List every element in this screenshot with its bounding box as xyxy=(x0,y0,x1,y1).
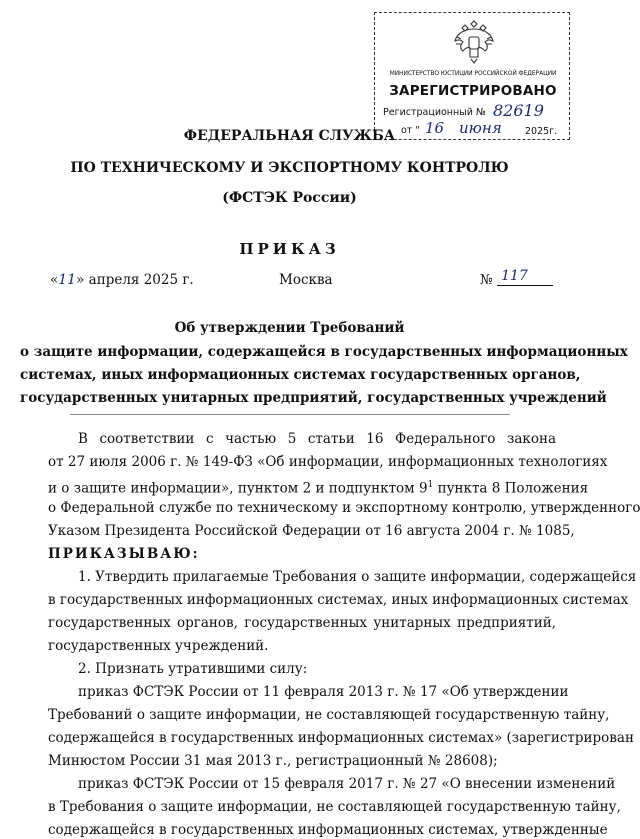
subject-line-3: системах, иных информационных системах государственных органов, xyxy=(20,367,581,383)
body-line: 2. Признать утратившими силу: xyxy=(78,661,308,677)
number-handwritten: 117 xyxy=(501,268,528,284)
body-line: В соответствии с частью 5 статьи 16 Федерального закона xyxy=(78,431,556,447)
date-prefix: « xyxy=(50,272,59,288)
body-line: в Требования о защите информации, не составляющей государственную тайну, xyxy=(48,799,621,815)
body-line: в государственных информационных системах, иных информационных системах xyxy=(48,592,629,608)
stamp-registered: ЗАРЕГИСТРИРОВАНО xyxy=(389,83,557,99)
body-line: Указом Президента Российской Федерации от 16 августа 2004 г. № 1085, xyxy=(48,523,575,539)
order-date xyxy=(50,272,194,288)
body-line: содержащейся в государственных информационных системах, утвержденные xyxy=(48,822,608,838)
stamp-day: 16 xyxy=(425,119,445,137)
date-rest: » апреля 2025 г. xyxy=(76,272,194,288)
body-line: государственных органов, государственных унитарных предприятий, xyxy=(48,615,556,631)
body-directive: ПРИКАЗЫВАЮ: xyxy=(48,546,200,562)
stamp-month: июня xyxy=(459,119,502,137)
date-day-handwritten: 11 xyxy=(58,272,77,288)
body-line: приказ ФСТЭК России от 15 февраля 2017 г. № 27 «О внесении изменений xyxy=(78,776,616,792)
body-line: Минюстом России 31 мая 2013 г., регистрационный № 28608); xyxy=(48,753,498,769)
body-line: 1. Утвердить прилагаемые Требования о защите информации, содержащейся xyxy=(78,569,637,585)
stamp-regno-value: 82619 xyxy=(493,101,544,120)
stamp-regno-label: Регистрационный № xyxy=(383,107,486,118)
order-number xyxy=(480,268,553,288)
header-agency: ФЕДЕРАЛЬНАЯ СЛУЖБА xyxy=(183,128,396,144)
subject-line-4: государственных унитарных предприятий, государственных учреждений xyxy=(20,390,607,406)
order-title: ПРИКАЗ xyxy=(239,240,340,258)
body-text: пункта 8 Положения xyxy=(433,480,589,497)
number-prefix: № xyxy=(480,272,493,288)
coat-of-arms-icon xyxy=(451,17,497,65)
body-line xyxy=(48,476,589,498)
stamp-from-label: от " xyxy=(401,125,420,136)
subject-line-1: Об утверждении Требований xyxy=(174,320,405,336)
stamp-year: 2025г. xyxy=(525,126,558,137)
body-line: Требований о защите информации, не составляющей государственную тайну, xyxy=(48,707,610,723)
body-line: от 27 июля 2006 г. № 149-ФЗ «Об информации, информационных технологиях xyxy=(48,454,608,470)
subject-line-2: о защите информации, содержащейся в государственных информационных xyxy=(20,344,628,360)
header-agency-scope: ПО ТЕХНИЧЕСКОМУ И ЭКСПОРТНОМУ КОНТРОЛЮ xyxy=(70,160,509,176)
body-line: государственных учреждений. xyxy=(48,638,269,654)
body-line: содержащейся в государственных информационных системах» (зарегистрирован xyxy=(48,730,634,746)
order-city: Москва xyxy=(279,272,333,288)
body-line: о Федеральной службе по техническому и экспортному контролю, утвержденного xyxy=(48,500,640,516)
header-agency-short: (ФСТЭК России) xyxy=(222,190,357,206)
body-superscript: 1 xyxy=(427,480,434,490)
registration-stamp xyxy=(374,12,570,140)
body-line: приказ ФСТЭК России от 11 февраля 2013 г. № 17 «Об утверждении xyxy=(78,684,569,700)
body-text: и о защите информации», пунктом 2 и подпунктом 9 xyxy=(48,480,428,497)
subject-divider xyxy=(70,414,510,415)
stamp-ministry: МИНИСТЕРСТВО ЮСТИЦИИ РОССИЙСКОЙ ФЕДЕРАЦИИ xyxy=(389,70,557,77)
